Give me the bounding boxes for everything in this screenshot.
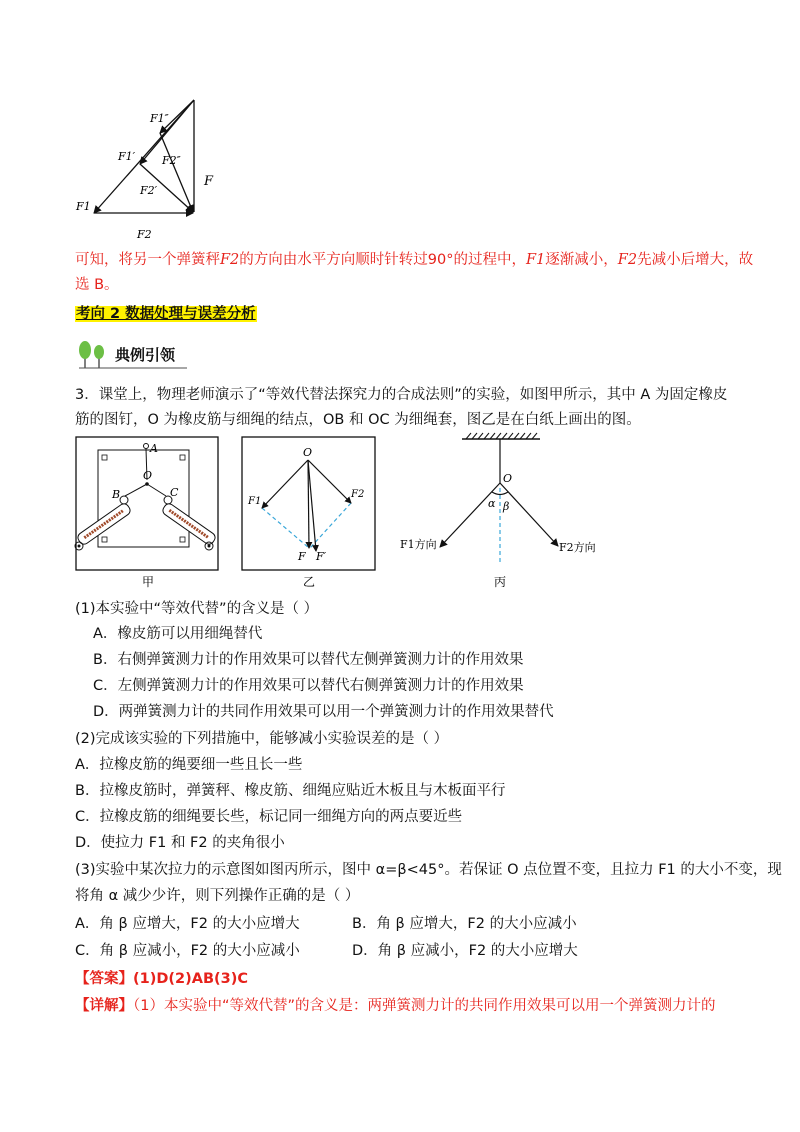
figure-yi <box>240 434 380 592</box>
section-heading: 考向 2 数据处理与误差分析 <box>76 306 256 322</box>
part1-option-c: C．左侧弹簧测力计的作用效果可以替代右侧弹簧测力计的作用效果 <box>93 678 524 694</box>
conclusion-line-2: 选 B。 <box>75 277 119 293</box>
caption-bing: 丙 <box>494 575 507 589</box>
label-yi-fp: F′ <box>316 550 327 563</box>
part1-option-a: A．橡皮筋可以用细绳替代 <box>93 626 263 642</box>
detail-text: （1）本实验中“等效代替”的含义是：两弹簧测力计的共同作用效果可以用一个弹簧测力计的 <box>133 998 716 1014</box>
conclusion-line-1: 可知，将另一个弹簧秤F2的方向由水平方向顺时针转过90°的过程中，F1逐渐减小，F2先减小后增大，故 <box>75 252 754 268</box>
answer-label: 【答案】 <box>75 971 133 987</box>
part3-stem-line-2: 将角 α 减少少许，则下列操作正确的是（ ） <box>75 888 360 904</box>
label-f: F <box>204 174 214 189</box>
vector-f2pp <box>160 133 193 212</box>
label-f2p: F2′ <box>140 184 158 197</box>
label-bing-alpha: α <box>488 497 496 510</box>
label-f2: F2 <box>137 228 152 241</box>
label-jia-b: B <box>112 488 121 501</box>
answer-line <box>75 969 248 989</box>
label-yi-f: F <box>298 550 306 563</box>
part2-option-b: B．拉橡皮筋时，弹簧秤、橡皮筋、细绳应贴近木板且与木板面平行 <box>75 783 506 799</box>
label-f1: F1 <box>76 200 91 213</box>
banner-title: 典例引领 <box>115 346 176 364</box>
part2-option-c: C．拉橡皮筋的细绳要长些，标记同一细绳方向的两点要近些 <box>75 809 463 825</box>
label-yi-o: O <box>303 446 313 459</box>
part1-stem: (1)本实验中“等效代替”的含义是（ ） <box>75 601 319 617</box>
part3-option-d: D．角 β 应减小，F2 的大小应增大 <box>352 943 578 959</box>
part2-option-d: D．使拉力 F1 和 F2 的夹角很小 <box>75 835 285 851</box>
caption-yi: 乙 <box>303 575 316 589</box>
banner-typical-example <box>75 337 195 371</box>
figure-bing <box>390 430 620 592</box>
caption-jia: 甲 <box>142 575 155 589</box>
part3-option-b: B．角 β 应增大，F2 的大小应减小 <box>352 916 577 932</box>
label-jia-o: O <box>143 469 153 482</box>
label-yi-f2: F2 <box>351 489 365 500</box>
label-bing-beta: β <box>503 500 510 513</box>
vector-triangle-figure <box>70 95 230 245</box>
label-jia-a: A <box>150 442 158 455</box>
label-f1p: F1′ <box>118 150 136 163</box>
part3-option-a: A．角 β 应增大，F2 的大小应增大 <box>75 916 300 932</box>
part2-stem: (2)完成该实验的下列措施中，能够减小实验误差的是（ ） <box>75 731 449 747</box>
label-yi-f1: F1 <box>248 496 262 507</box>
question-stem-line-1: 3．课堂上，物理老师演示了“等效代替法探究力的合成法则”的实验，如图甲所示，其中 A 为固定橡皮 <box>75 387 728 403</box>
label-bing-f2dir: F2方向 <box>559 541 596 554</box>
answer-text: (1)D(2)AB(3)C <box>133 971 248 987</box>
part2-option-a: A．拉橡皮筋的绳要细一些且长一些 <box>75 757 303 773</box>
label-bing-o: O <box>503 472 513 485</box>
part1-option-b: B．右侧弹簧测力计的作用效果可以替代左侧弹簧测力计的作用效果 <box>93 652 524 668</box>
detail-line <box>75 996 716 1016</box>
label-f2pp: F2″ <box>162 154 181 167</box>
part1-option-d: D．两弹簧测力计的共同作用效果可以用一个弹簧测力计的作用效果替代 <box>93 704 554 720</box>
label-bing-f1dir: F1方向 <box>400 538 437 551</box>
figure-jia <box>72 434 222 592</box>
part3-stem-line-1: (3)实验中某次拉力的示意图如图丙所示，图中 α=β<45°。若保证 O 点位置不变，且拉力 F1 的大小不变，现 <box>75 862 782 878</box>
part3-option-c: C．角 β 应减小，F2 的大小应减小 <box>75 943 300 959</box>
label-jia-c: C <box>170 486 179 499</box>
detail-label: 【详解】 <box>75 998 133 1014</box>
label-f1pp: F1″ <box>150 112 169 125</box>
question-stem-line-2: 筋的图钉，O 为橡皮筋与细绳的结点，OB 和 OC 为细绳套，图乙是在白纸上画出的图。 <box>75 412 641 428</box>
